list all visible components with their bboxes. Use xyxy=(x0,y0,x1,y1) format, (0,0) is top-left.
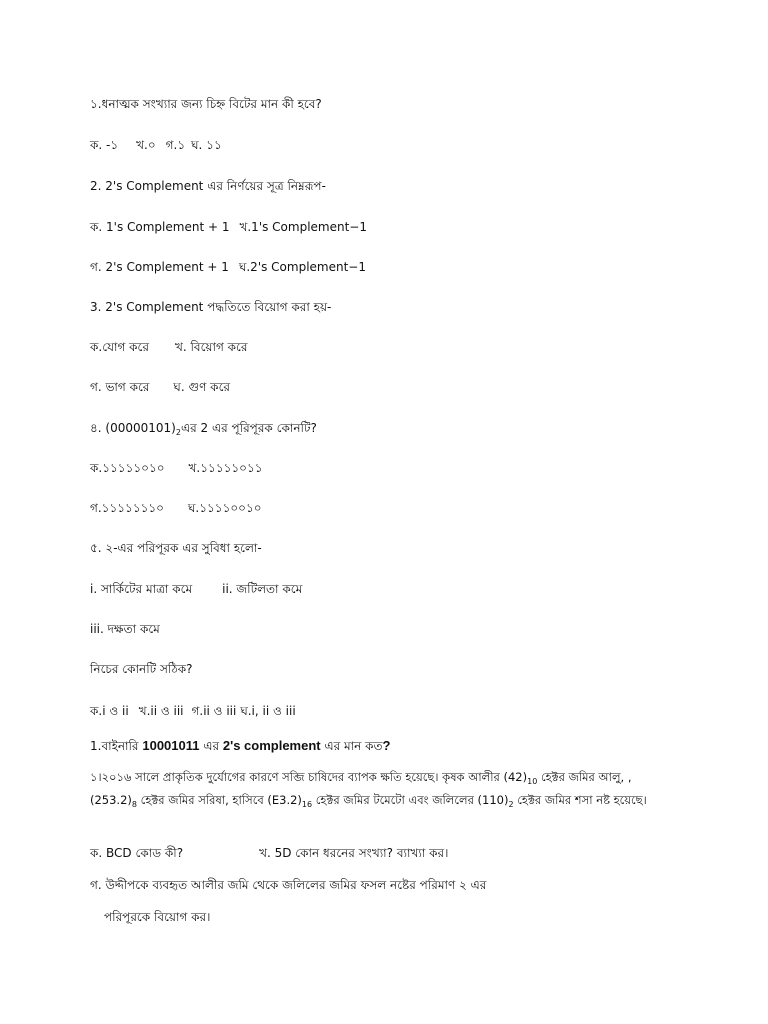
creative-q-c-line2: পরিপূরকে বিয়োগ কর। xyxy=(104,910,211,924)
q6-binary-number: 10001011 xyxy=(142,738,200,753)
q6-prefix: 1.বাইনারি xyxy=(90,739,139,753)
q3-options-row1 xyxy=(90,339,247,355)
creative-line1-text: ১।২০১৬ সালে প্রাকৃতিক দুর্যোগের কারণে সব্জি চাষিদের ব্যাপক ক্ষতি হয়েছে। কৃষক আলীর (42) xyxy=(90,770,528,784)
q4-option-d: ঘ.১১১১০০১০ xyxy=(188,501,262,515)
q4-option-c: গ.১১১১১১১০ xyxy=(90,501,164,515)
q2-options-row2 xyxy=(90,259,366,275)
creative-q-b: খ. 5D কোন ধরনের সংখ্যা? ব্যাখ্যা কর। xyxy=(259,846,449,860)
q4-options-row1 xyxy=(90,460,263,476)
creative-line2-c: হেক্টর জমির টমেটো এবং জলিলের (110) xyxy=(315,793,509,807)
creative-stimulus-line2 xyxy=(90,792,647,813)
creative-line1-end: হেক্টর জমির আলু, , xyxy=(540,770,632,784)
q1-options xyxy=(90,137,222,153)
q3-option-b: খ. বিয়োগ করে xyxy=(174,340,248,354)
q3-option-d: ঘ. গুণ করে xyxy=(173,380,230,394)
creative-line2-b: হেক্টর জমির সরিষা, হাসিবে (E3.2) xyxy=(140,793,302,807)
creative-line2-b-base: 16 xyxy=(301,800,313,809)
creative-line2-d: হেক্টর জমির শসা নষ্ট হয়েছে। xyxy=(517,793,647,807)
q5-option-c: গ.ii ও iii xyxy=(191,704,237,718)
creative-line2-c-base: 2 xyxy=(508,800,514,809)
q3-option-a: ক.যোগ করে xyxy=(90,340,149,354)
q1-option-a: ক. -১ xyxy=(90,138,119,152)
q2-option-a: ক. 1's Complement + 1 xyxy=(90,220,230,234)
q5-option-a: ক.i ও ii xyxy=(90,704,129,718)
q4-option-b: খ.১১১১১০১১ xyxy=(188,461,263,475)
q3-question: 3. 2's Complement পদ্ধতিতে বিয়োগ করা হয়- xyxy=(90,300,332,314)
q5-items-row1 xyxy=(90,581,302,597)
q4-question-suffix: এর 2 এর পূরিপূরক কোনটি? xyxy=(180,421,317,435)
q4-question-prefix: ৪. (00000101) xyxy=(90,421,176,435)
creative-stimulus-line1 xyxy=(90,769,631,790)
q2-options-row1 xyxy=(90,219,367,235)
q5-option-d: ঘ.i, ii ও iii xyxy=(240,704,296,718)
q2-question: 2. 2's Complement এর নির্ণয়ের সূত্র নিম্নরূপ- xyxy=(90,179,326,193)
q4-question xyxy=(90,420,317,441)
creative-line1-base: 10 xyxy=(527,777,538,786)
q5-item-ii: ii. জটিলতা কমে xyxy=(222,582,303,596)
q1-option-c: গ.১ xyxy=(165,138,186,152)
q5-option-b: খ.ii ও iii xyxy=(138,704,184,718)
q3-option-c: গ. ভাগ করে xyxy=(90,380,150,394)
q1-option-b: খ.০ xyxy=(136,138,156,152)
q5-item-i: i. সার্কিটের মাত্রা কমে xyxy=(90,582,193,596)
q6-question xyxy=(90,738,390,754)
q2-option-b: খ.1's Complement−1 xyxy=(239,220,367,234)
creative-q-row1 xyxy=(90,845,448,861)
q6-suffix: এর মান কত xyxy=(324,739,383,753)
q5-prompt: নিচের কোনটি সঠিক? xyxy=(90,662,193,676)
q6-term: 2's complement xyxy=(222,738,321,753)
q5-item-iii: iii. দক্ষতা কমে xyxy=(90,622,160,636)
q6-qmark: ? xyxy=(382,738,391,753)
creative-line2-a: (253.2) xyxy=(90,793,132,807)
q4-options-row2 xyxy=(90,500,262,516)
q2-option-d: ঘ.2's Complement−1 xyxy=(238,260,366,274)
q6-mid: এর xyxy=(203,739,220,753)
q3-options-row2 xyxy=(90,379,230,395)
q5-question: ৫. ২-এর পরিপূরক এর সুবিধা হলো- xyxy=(90,541,262,555)
creative-q-a: ক. BCD কোড কী? xyxy=(90,846,184,860)
q2-option-c: গ. 2's Complement + 1 xyxy=(90,260,229,274)
q4-option-a: ক.১১১১১০১০ xyxy=(90,461,165,475)
q1-option-d: ঘ. ১১ xyxy=(191,138,222,152)
q1-question: ১.ধনাত্মক সংখ্যার জন্য চিহ্ন বিটের মান কী হবে? xyxy=(90,97,322,111)
creative-line2-a-base: 8 xyxy=(131,800,137,809)
creative-q-c-line1: গ. উদ্দীপকে ব্যবহৃত আলীর জমি থেকে জলিলের জমির ফসল নষ্টের পরিমাণ ২ এর xyxy=(90,878,487,892)
q5-options xyxy=(90,703,296,719)
q4-question-base: 2 xyxy=(175,428,181,437)
